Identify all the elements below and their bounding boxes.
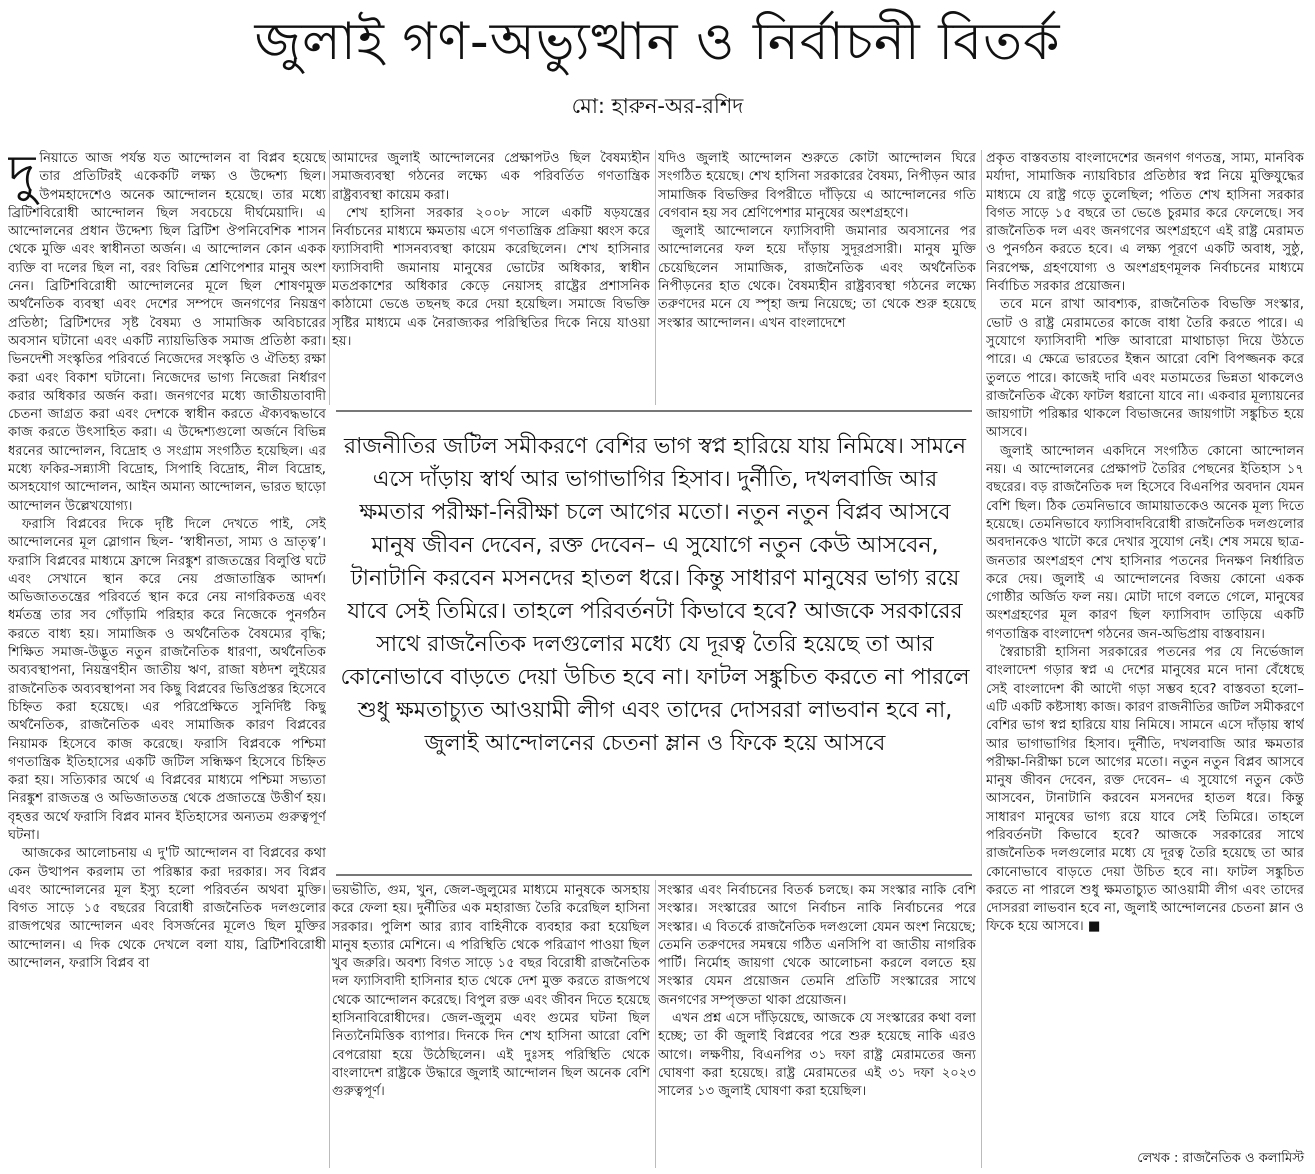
paragraph: আমাদের জুলাই আন্দোলনের প্রেক্ষাপটও ছিল বৈষম্যহীন সমাজব্যবস্থা গঠনের লক্ষ্যে এক পরিবর্তিত গণতান্ত্রিক রাষ্ট্রব্যবস্থা কায়েম করা।	[332, 151, 650, 203]
pullquote-top-rule	[336, 410, 972, 412]
column-1	[8, 150, 326, 1168]
column-divider	[981, 150, 982, 1168]
author-note: লেখক : রাজনৈতিক ও কলামিস্ট	[1137, 1151, 1304, 1166]
column-2-bottom	[332, 882, 650, 1168]
paragraph: প্রকৃত বাস্তবতায় বাংলাদেশের জনগণ গণতন্ত্র, সাম্য, মানবিক মর্যাদা, সামাজিক ন্যায়বিচার প্রতিষ্ঠার স্বপ্ন নিয়ে মুক্তিযুদ্ধের মাধ্যমে যে রাষ্ট্র গড়ে তুলেছিল; পতিত শেখ হাসিনা সরকার বিগত সাড়ে ১৫ বছরে তা ভেঙে চুরমার করে ফেলেছে। সব রাজনৈতিক দল এবং জনগণের অংশগ্রহণে এই রাষ্ট্র মেরামত ও পুনর্গঠন করতে হবে। এ লক্ষ্য পূরণে একটি অবাধ, সুষ্ঠু, নিরপেক্ষ, গ্রহণযোগ্য ও অংশগ্রহণমূলক নির্বাচনের মাধ্যমে নির্বাচিত সরকার প্রয়োজন।	[986, 151, 1304, 295]
column-3-top	[658, 150, 976, 400]
paragraph: শেখ হাসিনা সরকার ২০০৮ সালে একটি ষড়যন্ত্রের নির্বাচনের মাধ্যমে ক্ষমতায় এসে গণতান্ত্রিক প্রক্রিয়া ধ্বংস করে ফ্যাসিবাদী শাসনব্যবস্থা কায়েম করেছিলেন। শেখ হাসিনার ফ্যাসিবাদী জমানায় মানুষের ভোটের অধিকার, স্বাধীন মতপ্রকাশের অধিকার কেড়ে নেয়াসহ রাষ্ট্রের প্রশাসনিক কাঠামো ভেঙে তছনছ করে দেয়া হয়েছিল। সমাজে বিভক্তি সৃষ্টির মাধ্যমে এক নৈরাজ্যকর পরিস্থিতির দিকে নিয়ে যাওয়া হয়।	[332, 205, 650, 349]
pull-quote: রাজনীতির জটিল সমীকরণে বেশির ভাগ স্বপ্ন হারিয়ে যায় নিমিষে। সামনে এসে দাঁড়ায় স্বার্থ আর ভাগাভাগির হিসাব। দুর্নীতি, দখলবাজি আর ক্ষমতার পরীক্ষা-নিরীক্ষা চলে আগের মতো। নতুন নতুন বিপ্লব আসবে মানুষ জীবন দেবেন, রক্ত দেবেন– এ সুযোগে নতুন কেউ আসবেন, টানাটানি করবেন মসনদের হাতল ধরে। কিন্তু সাধারণ মানুষের ভাগ্য রয়ে যাবে সেই তিমিরে। তাহলে পরিবর্তনটা কিভাবে হবে? আজকে সরকারের সাথে রাজনৈতিক দলগুলোর মধ্যে যে দূরত্ব তৈরি হয়েছে তা আর কোনোভাবে বাড়তে দেয়া উচিত হবে না। ফাটল সঙ্কুচিত করতে না পারলে শুধু ক্ষমতাচ্যুত আওয়ামী লীগ এবং তাদের দোসররা লাভবান হবে না, জুলাই আন্দোলনের চেতনা ম্লান ও ফিকে হয়ে আসবে	[340, 434, 970, 756]
paragraph: জুলাই আন্দোলন একদিনে সংগঠিত কোনো আন্দোলন নয়। এ আন্দোলনের প্রেক্ষাপট তৈরির পেছনের ইতিহাস ১৭ বছরের। বড় রাজনৈতিক দল হিসেবে বিএনপির অবদান যেমন বেশি ছিল। ঠিক তেমনিভাবে জামায়াতকেও অনেক মূল্য দিতে হয়েছে। তেমনিভাবে ফ্যাসিবাদবিরোধী রাজনৈতিক দলগুলোর অবদানকেও খাটো করে দেখার সুযোগ নেই। শেষ সময়ে ছাত্র-জনতার অংশগ্রহণ শেখ হাসিনার পতনের দিনক্ষণ নির্ধারিত করে দেয়। জুলাই এ আন্দোলনের বিজয় কোনো একক গোষ্ঠীর অর্জিত ফল নয়। মোটা দাগে বলতে গেলে, মানুষের অংশগ্রহণের মূল কারণ ছিল ফ্যাসিবাদ তাড়িয়ে একটি গণতান্ত্রিক বাংলাদেশ গঠনের জন-অভিপ্রায় বাস্তবায়ন।	[986, 443, 1304, 642]
column-divider	[329, 150, 330, 405]
paragraph: ফরাসি বিপ্লবের দিকে দৃষ্টি দিলে দেখতে পাই, সেই আন্দোলনের মূল স্লোগান ছিল- ‘স্বাধীনতা, সাম্য ও ভ্রাতৃত্ব’। ফরাসি বিপ্লবের মাধ্যমে ফ্রান্সে নিরঙ্কুশ রাজতন্ত্রের বিলুপ্তি ঘটে এবং সেখানে স্থান করে নেয় প্রজাতান্ত্রিক আদর্শ। অভিজাততন্ত্রের পরিবর্তে স্থান করে নেয় নাগরিকতন্ত্র এবং ধর্মতন্ত্র তার সব গোঁড়ামি পরিহার করে নিজেকে পুনর্গঠন করতে বাধ্য হয়। সামাজিক ও অর্থনৈতিক বৈষম্যের বৃদ্ধি; শিক্ষিত সমাজ-উদ্ভূত নতুন রাজনৈতিক ধারণা, অর্থনৈতিক অব্যবস্থাপনা, নিয়ন্ত্রণহীন জাতীয় ঋণ, রাজা ষষ্ঠদশ লুইয়ের রাজনৈতিক অব্যবস্থাপনা সব কিছু বিপ্লবের ভিত্তিপ্রস্তর হিসেবে চিহ্নিত করা হয়েছে। এর পরিপ্রেক্ষিতে সুনির্দিষ্ট কিছু অর্থনৈতিক, রাজনৈতিক এবং সামাজিক কারণ বিপ্লবের নিয়ামক হিসেবে কাজ করেছে। ফরাসি বিপ্লবকে পশ্চিমা গণতান্ত্রিক ইতিহাসের একটি জটিল সন্ধিক্ষণ হিসেবে চিহ্নিত করা হয়। সত্যিকার অর্থে এ বিপ্লবের মাধ্যমে পশ্চিমা সভ্যতা নিরঙ্কুশ রাজতন্ত্র ও অভিজাততন্ত্র থেকে প্রজাতন্ত্রে উত্তীর্ণ হয়। বৃহত্তর অর্থে ফরাসি বিপ্লব মানব ইতিহাসের অন্যতম গুরুত্বপূর্ণ ঘটনা।	[8, 516, 326, 843]
pullquote-bottom-rule	[336, 874, 972, 876]
paragraph: দুনিয়াতে আজ পর্যন্ত যত আন্দোলন বা বিপ্লব হয়েছে তার প্রতিটিরই একেকটি লক্ষ্য ও উদ্দেশ্য ছিল। উপমহাদেশেও অনেক আন্দোলন হয়েছে। তার মধ্যে ব্রিটিশবিরোধী আন্দোলন ছিল সবচেয়ে দীর্ঘমেয়াদি। এ আন্দোলনের প্রধান উদ্দেশ্য ছিল ব্রিটিশ ঔপনিবেশিক শাসন থেকে মুক্তি এবং স্বাধীনতা অর্জন। এ আন্দোলন কোন একক ব্যক্তি বা দলের ছিল না, বরং বিভিন্ন শ্রেণিপেশার মানুষ অংশ নেন। ব্রিটিশবিরোধী আন্দোলনের মূলে ছিল শোষণমুক্ত অর্থনৈতিক ব্যবস্থা এবং দেশের সম্পদে জনগণের নিয়ন্ত্রণ প্রতিষ্ঠা; ব্রিটিশদের সৃষ্ট বৈষম্য ও সামাজিক অবিচারের অবসান ঘটানো এবং একটি ন্যায়ভিত্তিক সমাজ প্রতিষ্ঠা করা। ভিনদেশী সংস্কৃতির পরিবর্তে নিজেদের সংস্কৃতি ও ঐতিহ্য রক্ষা করা এবং বিকাশ ঘটানো। নিজেদের ভাগ্য নিজেরা নির্ধারণ করার অধিকার অর্জন করা। জনগণের মধ্যে জাতীয়তাবাদী চেতনা জাগ্রত করা এবং দেশকে স্বাধীন করতে ঐক্যবদ্ধভাবে কাজ করতে উৎসাহিত করা। এ উদ্দেশ্যগুলো অর্জনে বিভিন্ন ধরনের আন্দোলন, বিদ্রোহ ও সংগ্রাম সংগঠিত হয়েছিল। এর মধ্যে ফকির-সন্ন্যাসী বিদ্রোহ, সিপাহি বিদ্রোহ, নীল বিদ্রোহ, অসহযোগ আন্দোলন, আইন অমান্য আন্দোলন, ভারত ছাড়ো আন্দোলন উল্লেখযোগ্য।	[8, 150, 326, 514]
column-divider	[655, 150, 656, 405]
paragraph: আজকের আলোচনায় এ দু'টি আন্দোলন বা বিপ্লবের কথা কেন উত্থাপন করলাম তা পরিষ্কার করা দরকার। সব বিপ্লব এবং আন্দোলনের মূল ইস্যু হলো পরিবর্তন অথবা মুক্তি। বিগত সাড়ে ১৫ বছরের বিরোধী রাজনৈতিক দলগুলোর রাজপথের আন্দোলন এবং বিসর্জনের মূলেও ছিল মুক্তির আন্দোলন। এ দিক থেকে দেখলে বলা যায়, ব্রিটিশবিরোধী আন্দোলন, ফরাসি বিপ্লব বা	[8, 846, 326, 972]
column-divider	[329, 880, 330, 1168]
paragraph: ভয়ভীতি, গুম, খুন, জেল-জুলুমের মাধ্যমে মানুষকে অসহায় করে ফেলা হয়। দুর্নীতির এক মহারাজ্য তৈরি করেছিল হাসিনা সরকার। পুলিশ আর র‍্যাব বাহিনীকে ব্যবহার করা হয়েছিল মানুষ হত্যার মেশিনে। এ পরিস্থিতি থেকে পরিত্রাণ পাওয়া ছিল খুব জরুরি। অবশ্য বিগত সাড়ে ১৫ বছর বিরোধী রাজনৈতিক দল ফ্যাসিবাদী হাসিনার হাত থেকে দেশ মুক্ত করতে রাজপথে থেকে আন্দোলন করেছে। বিপুল রক্ত এবং জীবন দিতে হয়েছে হাসিনাবিরোধীদের। জেল-জুলুম এবং গুমের ঘটনা ছিল নিত্যনৈমিত্তিক ব্যাপার। দিনকে দিন শেখ হাসিনা আরো বেশি বেপরোয়া হয়ে উঠেছিলেন। এই দুঃসহ পরিস্থিতি থেকে বাংলাদেশ রাষ্ট্রকে উদ্ধারে জুলাই আন্দোলন ছিল অনেক বেশি গুরুত্বপূর্ণ।	[332, 883, 650, 1100]
paragraph: এখন প্রশ্ন এসে দাঁড়িয়েছে, আজকে যে সংস্কারের কথা বলা হচ্ছে; তা কী জুলাই বিপ্লবের পরে শুরু হয়েছে নাকি এরও আগে। লক্ষণীয়, বিএনপির ৩১ দফা রাষ্ট্র মেরামতের জন্য ঘোষণা করা হয়েছে। রাষ্ট্র মেরামতের এই ৩১ দফা ২০২৩ সালের ১৩ জুলাই ঘোষণা করা হয়েছিল।	[658, 1011, 976, 1100]
column-2-top	[332, 150, 650, 400]
column-divider	[655, 880, 656, 1168]
paragraph: স্বৈরাচারী হাসিনা সরকারের পতনের পর যে নির্ভেজাল বাংলাদেশ গড়ার স্বপ্ন এ দেশের মানুষের মনে দানা বেঁধেছে সেই বাংলাদেশ কী আদৌ গড়া সম্ভব হবে? বাস্তবতা হলো– এটি একটি কষ্টসাধ্য কাজ। কারণ রাজনীতির জটিল সমীকরণে বেশির ভাগ স্বপ্ন হারিয়ে যায় নিমিষে। সামনে এসে দাঁড়ায় স্বার্থ আর ভাগাভাগির হিসাব। দুর্নীতি, দখলবাজি আর ক্ষমতার পরীক্ষা-নিরীক্ষা চলে আগের মতো। নতুন নতুন বিপ্লব আসবে মানুষ জীবন দেবেন, রক্ত দেবেন– এ সুযোগে নতুন কেউ আসবেন, টানাটানি করবেন মসনদের হাতল ধরে। কিন্তু সাধারণ মানুষের ভাগ্য রয়ে যাবে সেই তিমিরে। তাহলে পরিবর্তনটা কিভাবে হবে? আজকে সরকারের সাথে রাজনৈতিক দলগুলোর মধ্যে যে দূরত্ব তৈরি হয়েছে তা আর কোনোভাবে বাড়তে দেয়া উচিত হবে না। ফাটল সঙ্কুচিত করতে না পারলে শুধু ক্ষমতাচ্যুত আওয়ামী লীগ এবং তাদের দোসররা লাভবান হবে না, জুলাই আন্দোলনের চেতনা ম্লান ও ফিকে হয়ে আসবে। ■	[986, 645, 1304, 935]
byline: মো: হারুন-অর-রশিদ	[571, 94, 744, 118]
column-4	[986, 150, 1304, 1148]
paragraph: যদিও জুলাই আন্দোলন শুরুতে কোটা আন্দোলন ঘিরে সংগঠিত হয়েছে। শেখ হাসিনা সরকারের বৈষম্য, নিপীড়ন আর সামাজিক বিভক্তির বিপরীতে দাঁড়িয়ে এ আন্দোলনের গতি বেগবান হয় সব শ্রেণিপেশার মানুষের অংশগ্রহণে।	[658, 151, 976, 221]
paragraph: সংস্কার এবং নির্বাচনের বিতর্ক চলছে। কম সংস্কার নাকি বেশি সংস্কার। সংস্কারের আগে নির্বাচন নাকি নির্বাচনের পরে সংস্কার। এ বিতর্কে রাজনৈতিক দলগুলো যেমন অংশ নিয়েছে; তেমনি তরুণদের সমন্বয়ে গঠিত এনসিপি বা জাতীয় নাগরিক পার্টি। নির্মোহ জায়গা থেকে আলোচনা করলে বলতে হয় সংস্কার যেমন প্রয়োজন তেমনি প্রতিটি সংস্কারের সাথে জনগণের সম্পৃক্ততা থাকা প্রয়োজন।	[658, 883, 976, 1008]
column-3-bottom	[658, 882, 976, 1168]
paragraph: তবে মনে রাখা আবশ্যক, রাজনৈতিক বিভক্তি সংস্কার, ভোট ও রাষ্ট্র মেরামতের কাজে বাধা তৈরি করতে পারে। এ সুযোগে ফ্যাসিবাদী শক্তি আবারো মাথাচাড়া দিয়ে উঠতে পারে। এ ক্ষেত্রে ভারতের ইন্ধন আরো বেশি বিপজ্জনক করে তুলতে পারে। কাজেই দাবি এবং মতামতের ভিন্নতা থাকলেও রাজনৈতিক ঐক্যে ফাটল ধরানো যাবে না। একবার মূল্যায়নের জায়গাটা পরিষ্কার থাকলে বিভাজনের জায়গাটা সঙ্কুচিত হয়ে আসবে।	[986, 297, 1304, 441]
headline: জুলাই গণ-অভ্যুত্থান ও নির্বাচনী বিতর্ক	[254, 12, 1061, 72]
drop-cap: দু	[8, 150, 36, 204]
paragraph: জুলাই আন্দোলনে ফ্যাসিবাদী জমানার অবসানের পর আন্দোলনের ফল হয়ে দাঁড়ায় সুদূরপ্রসারী। মানুষ মুক্তি চেয়েছিলেন সামাজিক, রাজনৈতিক এবং অর্থনৈতিক নিপীড়নের হাত থেকে। বৈষম্যহীন রাষ্ট্রব্যবস্থা গঠনের লক্ষ্যে তরুণদের মনে যে স্পৃহা জন্ম নিয়েছে; তা থেকে শুরু হয়েছে সংস্কার আন্দোলন। এখন বাংলাদেশে	[658, 224, 976, 331]
